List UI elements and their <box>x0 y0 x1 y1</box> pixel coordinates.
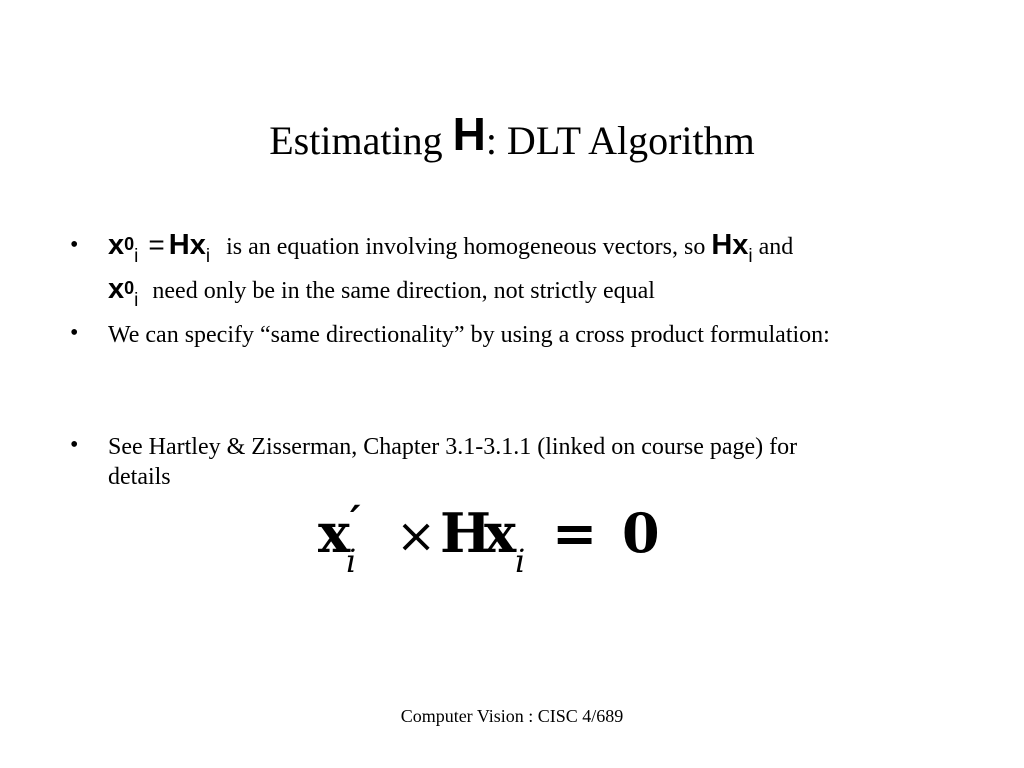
formula-h: H <box>440 501 492 565</box>
bullet-marker-2: • <box>70 320 79 346</box>
formula-svg <box>312 500 712 580</box>
bullet-1-line-1 <box>108 229 794 267</box>
eq-equals-sign: = <box>148 229 165 260</box>
formula-times: × <box>396 508 437 564</box>
bullet-1-text-2: and <box>752 234 794 260</box>
formula-sub-i-2: i <box>515 542 526 580</box>
title-symbol-h: H <box>452 108 486 160</box>
eq-x-prime: $x^0_i$ <box>108 229 139 267</box>
bullet-1-line-2 <box>108 273 655 311</box>
bullet-2-text: We can specify “same directionality” by using a cross product formulation: <box>108 322 830 348</box>
x-prime-symbol: $x^0_i$ <box>108 273 139 311</box>
formula-prime: ′ <box>350 500 361 544</box>
bullet-1-text-1: is an equation involving homogeneous vectors, so <box>220 234 712 260</box>
hx-symbol: $Hx_i$ <box>711 229 753 267</box>
eq-hx: $Hx_i$ <box>168 229 211 267</box>
bullet-marker-1: • <box>70 232 79 258</box>
formula-x2: x <box>484 501 517 565</box>
formula-zero: 0 <box>622 501 660 565</box>
title-prefix: Estimating <box>269 118 453 163</box>
bullet-3-line-1: See Hartley & Zisserman, Chapter 3.1-3.1.1 (linked on course page) for <box>108 434 798 460</box>
slide-title <box>0 108 1024 171</box>
bullet-marker-3: • <box>70 432 79 458</box>
cross-product-formula <box>0 500 1024 585</box>
title-suffix: : DLT Algorithm <box>485 118 755 163</box>
slide-footer: Computer Vision : CISC 4/689 <box>400 706 624 726</box>
formula-sub-i-1: i <box>346 542 357 580</box>
bullet-1-text-3: need only be in the same direction, not strictly equal <box>146 278 655 304</box>
formula-equals: = <box>552 501 598 565</box>
bullet-3-line-2: details <box>108 464 171 490</box>
formula-x: x <box>318 501 351 565</box>
